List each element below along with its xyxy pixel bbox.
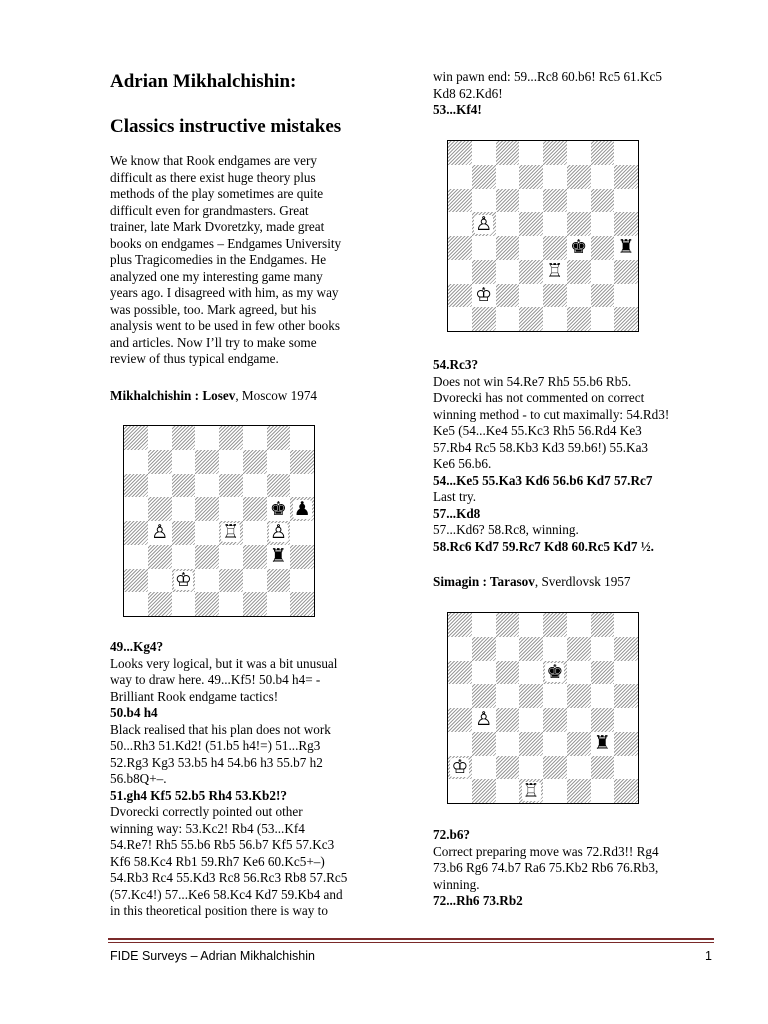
board-square bbox=[567, 165, 591, 189]
commentary-line: Black realised that his plan does not work bbox=[110, 721, 331, 737]
board-square bbox=[124, 450, 148, 474]
board-square bbox=[172, 426, 196, 450]
board-square bbox=[591, 779, 615, 803]
board-square bbox=[124, 474, 148, 498]
board-square bbox=[614, 637, 638, 661]
commentary-line: winning method - to cut maximally: 54.Rd3! bbox=[433, 406, 670, 422]
board-square bbox=[124, 521, 148, 545]
board-square bbox=[448, 779, 472, 803]
board-square bbox=[148, 569, 172, 593]
board-square bbox=[243, 521, 267, 545]
board-square bbox=[267, 450, 291, 474]
board-square bbox=[448, 141, 472, 165]
intro-line: difficult even for grandmasters. Great bbox=[110, 202, 309, 218]
board-square bbox=[472, 165, 496, 189]
black-king-icon: ♚ bbox=[570, 236, 588, 259]
board-square bbox=[172, 545, 196, 569]
board-square bbox=[543, 708, 567, 732]
white-king-icon: ♔ bbox=[174, 568, 192, 591]
board-square bbox=[448, 637, 472, 661]
board-square bbox=[172, 521, 196, 545]
commentary-line: 57.Rb4 Rc5 58.Kb3 Kd3 59.b6!) 55.Ka3 bbox=[433, 439, 649, 455]
board-square bbox=[290, 569, 314, 593]
board-square bbox=[472, 708, 496, 732]
board-square bbox=[195, 426, 219, 450]
board-square bbox=[195, 521, 219, 545]
board-square bbox=[543, 732, 567, 756]
right-bottom-text bbox=[433, 827, 728, 910]
board-square bbox=[172, 497, 196, 521]
board-square bbox=[267, 521, 291, 545]
white-rook-icon: ♖ bbox=[522, 779, 540, 802]
board-square bbox=[290, 474, 314, 498]
black-pawn-icon: ♟ bbox=[293, 497, 311, 520]
white-king-icon: ♔ bbox=[451, 755, 469, 778]
intro-paragraph bbox=[110, 153, 400, 368]
board-square bbox=[614, 661, 638, 685]
board-square bbox=[591, 236, 615, 260]
chess-diagram-2 bbox=[447, 140, 639, 332]
black-king-icon: ♚ bbox=[546, 660, 564, 683]
board-square bbox=[267, 545, 291, 569]
board-square bbox=[519, 732, 543, 756]
board-square bbox=[519, 284, 543, 308]
board-square bbox=[267, 474, 291, 498]
board-square bbox=[472, 779, 496, 803]
white-pawn-icon: ♙ bbox=[151, 521, 169, 544]
commentary-line: 73.b6 Rg6 74.b7 Ra6 75.Kb2 Rb6 76.Rb3, bbox=[433, 860, 659, 875]
board-square bbox=[448, 613, 472, 637]
board-square bbox=[543, 284, 567, 308]
board-square bbox=[543, 661, 567, 685]
board-square bbox=[614, 613, 638, 637]
commentary-line: Kd8 62.Kd6! bbox=[433, 85, 503, 101]
black-king-icon: ♚ bbox=[269, 497, 287, 520]
commentary-line: win pawn end: 59...Rc8 60.b6! Rc5 61.Kc5 bbox=[433, 69, 662, 84]
intro-line: review of thus typical endgame. bbox=[110, 351, 279, 366]
board-square bbox=[543, 684, 567, 708]
board-square bbox=[148, 474, 172, 498]
board-square bbox=[591, 684, 615, 708]
board-square bbox=[543, 637, 567, 661]
board-square bbox=[519, 307, 543, 331]
board-square bbox=[124, 497, 148, 521]
board-square bbox=[614, 732, 638, 756]
intro-line: methods of the play sometimes are quite bbox=[110, 186, 324, 201]
board-square bbox=[519, 756, 543, 780]
move-heading: 72.b6? bbox=[433, 827, 471, 842]
board-square bbox=[614, 141, 638, 165]
board-square bbox=[267, 426, 291, 450]
board-square bbox=[614, 284, 638, 308]
commentary-line: 56.b8Q+–. bbox=[110, 771, 167, 786]
game1-moves bbox=[110, 639, 405, 920]
board-square bbox=[448, 307, 472, 331]
board-square bbox=[195, 569, 219, 593]
board-square bbox=[543, 260, 567, 284]
commentary-line: Looks very logical, but it was a bit unusual bbox=[110, 655, 338, 671]
black-rook-icon: ♜ bbox=[269, 545, 287, 568]
board-square bbox=[472, 141, 496, 165]
commentary-line: winning. bbox=[433, 876, 480, 892]
board-square bbox=[591, 732, 615, 756]
white-rook-icon: ♖ bbox=[222, 521, 240, 544]
board-square bbox=[148, 592, 172, 616]
board-square bbox=[567, 779, 591, 803]
move-heading: 57...Kd8 bbox=[433, 505, 481, 521]
commentary-line: way to draw here. 49...Kf5! 50.b4 h4= - bbox=[110, 672, 321, 687]
board-square bbox=[614, 708, 638, 732]
board-square bbox=[567, 212, 591, 236]
board-square bbox=[243, 497, 267, 521]
board-square bbox=[496, 307, 520, 331]
board-square bbox=[448, 661, 472, 685]
board-square bbox=[448, 165, 472, 189]
board-square bbox=[567, 284, 591, 308]
board-square bbox=[567, 684, 591, 708]
board-square bbox=[591, 212, 615, 236]
intro-line: books on endgames – Endgames University bbox=[110, 235, 342, 251]
board-square bbox=[496, 236, 520, 260]
board-square bbox=[472, 637, 496, 661]
board-square bbox=[472, 284, 496, 308]
page-number: 1 bbox=[705, 949, 712, 963]
board-square bbox=[543, 756, 567, 780]
footer-text: FIDE Surveys – Adrian Mikhalchishin bbox=[110, 949, 315, 963]
board-square bbox=[567, 141, 591, 165]
board-square bbox=[172, 450, 196, 474]
board-square bbox=[567, 236, 591, 260]
move-heading: 54.Rc3? bbox=[433, 357, 479, 372]
board-square bbox=[472, 661, 496, 685]
board-square bbox=[591, 141, 615, 165]
board-square bbox=[567, 732, 591, 756]
board-square bbox=[519, 212, 543, 236]
black-rook-icon: ♜ bbox=[593, 732, 611, 755]
board-square bbox=[614, 260, 638, 284]
board-square bbox=[591, 189, 615, 213]
board-square bbox=[591, 307, 615, 331]
game2-event: , Sverdlovsk 1957 bbox=[534, 574, 631, 589]
board-square bbox=[172, 474, 196, 498]
board-square bbox=[448, 284, 472, 308]
commentary-line: Dvorecki correctly pointed out other bbox=[110, 804, 303, 819]
white-pawn-icon: ♙ bbox=[475, 708, 493, 731]
board-square bbox=[448, 756, 472, 780]
white-pawn-icon: ♙ bbox=[475, 212, 493, 235]
board-square bbox=[519, 779, 543, 803]
board-square bbox=[472, 756, 496, 780]
board-square bbox=[567, 307, 591, 331]
footer-rule-thin bbox=[108, 942, 714, 943]
board-square bbox=[472, 236, 496, 260]
board-square bbox=[614, 756, 638, 780]
board-square bbox=[472, 260, 496, 284]
board-square bbox=[591, 661, 615, 685]
board-square bbox=[472, 189, 496, 213]
board-square bbox=[148, 521, 172, 545]
intro-line: plus Tragicomedies in the Endgames. He bbox=[110, 252, 327, 267]
board-square bbox=[614, 236, 638, 260]
board-square bbox=[448, 189, 472, 213]
board-square bbox=[567, 189, 591, 213]
board-square bbox=[591, 637, 615, 661]
board-square bbox=[243, 474, 267, 498]
commentary-line: Kf6 58.Kc4 Rb1 59.Rh7 Ke6 60.Kc5+–) bbox=[110, 853, 325, 869]
article-title: Classics instructive mistakes bbox=[110, 116, 342, 137]
board-square bbox=[543, 779, 567, 803]
board-square bbox=[124, 426, 148, 450]
board-square bbox=[290, 497, 314, 521]
board-square bbox=[496, 165, 520, 189]
board-square bbox=[519, 141, 543, 165]
board-square bbox=[614, 684, 638, 708]
board-square bbox=[243, 426, 267, 450]
board-square bbox=[543, 307, 567, 331]
board-square bbox=[267, 569, 291, 593]
board-square bbox=[614, 189, 638, 213]
board-square bbox=[519, 236, 543, 260]
board-square bbox=[148, 545, 172, 569]
move-heading: 54...Ke5 55.Ka3 Kd6 56.b6 Kd7 57.Rc7 bbox=[433, 472, 653, 488]
intro-line: was possible, too. Mark agreed, but his bbox=[110, 301, 317, 317]
board-square bbox=[543, 236, 567, 260]
board-square bbox=[519, 637, 543, 661]
board-square bbox=[195, 592, 219, 616]
move-heading: 49...Kg4? bbox=[110, 639, 164, 654]
game1-heading bbox=[110, 388, 400, 405]
board-square bbox=[148, 497, 172, 521]
board-square bbox=[614, 779, 638, 803]
board-square bbox=[496, 637, 520, 661]
board-square bbox=[567, 260, 591, 284]
board-square bbox=[472, 307, 496, 331]
board-square bbox=[219, 521, 243, 545]
board-square bbox=[243, 545, 267, 569]
commentary-line: Last try. bbox=[433, 489, 477, 504]
game1-players: Mikhalchishin : Losev bbox=[110, 388, 236, 403]
commentary-line: Ke6 56.b6. bbox=[433, 456, 492, 471]
board-square bbox=[496, 613, 520, 637]
move-heading: 50.b4 h4 bbox=[110, 705, 158, 720]
commentary-line: 50...Rh3 51.Kd2! (51.b5 h4!=) 51...Rg3 bbox=[110, 738, 321, 753]
board-square bbox=[448, 732, 472, 756]
chess-diagram-3 bbox=[447, 612, 639, 804]
board-square bbox=[290, 450, 314, 474]
board-square bbox=[267, 592, 291, 616]
commentary-line: 57...Kd6? 58.Rc8, winning. bbox=[433, 522, 579, 537]
board-square bbox=[219, 474, 243, 498]
board-square bbox=[519, 661, 543, 685]
board-square bbox=[591, 165, 615, 189]
board-square bbox=[543, 141, 567, 165]
board-square bbox=[567, 661, 591, 685]
white-pawn-icon: ♙ bbox=[269, 521, 287, 544]
commentary-line: Brilliant Rook endgame tactics! bbox=[110, 688, 279, 704]
game2-players: Simagin : Tarasov bbox=[433, 574, 535, 589]
board-square bbox=[496, 284, 520, 308]
board-square bbox=[519, 165, 543, 189]
commentary-line: Does not win 54.Re7 Rh5 55.b6 Rb5. bbox=[433, 373, 632, 389]
board-square bbox=[243, 592, 267, 616]
board-square bbox=[472, 684, 496, 708]
board-square bbox=[290, 426, 314, 450]
board-square bbox=[219, 450, 243, 474]
right-mid-text bbox=[433, 357, 728, 555]
board-square bbox=[496, 141, 520, 165]
board-square bbox=[219, 497, 243, 521]
board-square bbox=[148, 426, 172, 450]
board-square bbox=[496, 732, 520, 756]
board-square bbox=[448, 260, 472, 284]
board-square bbox=[472, 613, 496, 637]
board-square bbox=[219, 592, 243, 616]
board-square bbox=[614, 165, 638, 189]
board-square bbox=[124, 569, 148, 593]
footer-rule bbox=[108, 938, 714, 940]
board-square bbox=[148, 450, 172, 474]
commentary-line: 52.Rg3 Kg3 53.b5 h4 54.b6 h3 55.b7 h2 bbox=[110, 754, 323, 770]
board-square bbox=[290, 545, 314, 569]
board-square bbox=[496, 779, 520, 803]
intro-line: and articles. Now I’ll try to make some bbox=[110, 334, 317, 350]
board-square bbox=[195, 474, 219, 498]
board-square bbox=[448, 684, 472, 708]
board-square bbox=[567, 613, 591, 637]
board-square bbox=[243, 569, 267, 593]
board-square bbox=[591, 260, 615, 284]
board-square bbox=[519, 708, 543, 732]
commentary-line: 54.Re7! Rh5 55.b6 Rb5 56.b7 Kf5 57.Kc3 bbox=[110, 837, 335, 852]
intro-line: analyzed one my interesting game many bbox=[110, 268, 323, 284]
board-square bbox=[543, 165, 567, 189]
board-square bbox=[496, 708, 520, 732]
board-square bbox=[567, 708, 591, 732]
intro-line: analysis went to be used in few other books bbox=[110, 318, 341, 333]
board-square bbox=[219, 426, 243, 450]
commentary-line: (57.Kc4!) 57...Ke6 58.Kc4 Kd7 59.Kb4 and bbox=[110, 886, 343, 902]
board-square bbox=[124, 545, 148, 569]
intro-line: difficult as there exist huge theory plus bbox=[110, 169, 316, 185]
board-square bbox=[519, 613, 543, 637]
intro-line: We know that Rook endgames are very bbox=[110, 153, 317, 168]
game2-heading bbox=[433, 574, 723, 591]
white-king-icon: ♔ bbox=[475, 283, 493, 306]
board-square bbox=[472, 732, 496, 756]
chess-diagram-1 bbox=[123, 425, 315, 617]
board-square bbox=[448, 236, 472, 260]
board-square bbox=[614, 212, 638, 236]
board-square bbox=[496, 189, 520, 213]
board-square bbox=[519, 684, 543, 708]
black-rook-icon: ♜ bbox=[617, 236, 635, 259]
board-square bbox=[543, 189, 567, 213]
article-author-title: Adrian Mikhalchishin: bbox=[110, 71, 297, 92]
board-square bbox=[543, 212, 567, 236]
board-square bbox=[567, 756, 591, 780]
board-square bbox=[195, 545, 219, 569]
board-square bbox=[124, 592, 148, 616]
commentary-line: Dvorecki has not commented on correct bbox=[433, 390, 645, 405]
board-square bbox=[591, 756, 615, 780]
commentary-line: Correct preparing move was 72.Rd3!! Rg4 bbox=[433, 843, 659, 859]
board-square bbox=[591, 284, 615, 308]
game1-event: , Moscow 1974 bbox=[235, 388, 318, 403]
board-square bbox=[496, 661, 520, 685]
board-square bbox=[496, 260, 520, 284]
board-square bbox=[614, 307, 638, 331]
move-heading: 51.gh4 Kf5 52.b5 Rh4 53.Kb2!? bbox=[110, 787, 287, 803]
board-square bbox=[172, 592, 196, 616]
commentary-line: Ke5 (54...Ke4 55.Kc3 Rh5 56.Rd4 Ke3 bbox=[433, 423, 642, 438]
intro-line: trainer, late Mark Dvoretzky, made great bbox=[110, 219, 325, 234]
intro-line: years ago. I disagreed with him, as my way bbox=[110, 285, 339, 300]
move-heading: 53...Kf4! bbox=[433, 102, 482, 117]
board-square bbox=[219, 569, 243, 593]
board-square bbox=[172, 569, 196, 593]
board-square bbox=[448, 708, 472, 732]
board-square bbox=[519, 260, 543, 284]
board-square bbox=[496, 212, 520, 236]
board-square bbox=[290, 521, 314, 545]
board-square bbox=[195, 450, 219, 474]
board-square bbox=[267, 497, 291, 521]
move-heading: 72...Rh6 73.Rb2 bbox=[433, 893, 523, 908]
board-square bbox=[496, 684, 520, 708]
board-square bbox=[219, 545, 243, 569]
board-square bbox=[591, 613, 615, 637]
right-top-text bbox=[433, 69, 728, 119]
board-square bbox=[243, 450, 267, 474]
board-square bbox=[567, 637, 591, 661]
commentary-line: 54.Rb3 Rc4 55.Kd3 Rc8 56.Rc3 Rb8 57.Rc5 bbox=[110, 870, 348, 885]
commentary-line: in this theoretical position there is way to bbox=[110, 903, 328, 918]
move-heading: 58.Rc6 Kd7 59.Rc7 Kd8 60.Rc5 Kd7 ½. bbox=[433, 538, 654, 554]
board-square bbox=[472, 212, 496, 236]
board-square bbox=[195, 497, 219, 521]
board-square bbox=[591, 708, 615, 732]
board-square bbox=[519, 189, 543, 213]
board-square bbox=[496, 756, 520, 780]
white-rook-icon: ♖ bbox=[546, 260, 564, 283]
commentary-line: winning way: 53.Kc2! Rb4 (53...Kf4 bbox=[110, 820, 305, 836]
board-square bbox=[290, 592, 314, 616]
board-square bbox=[543, 613, 567, 637]
board-square bbox=[448, 212, 472, 236]
